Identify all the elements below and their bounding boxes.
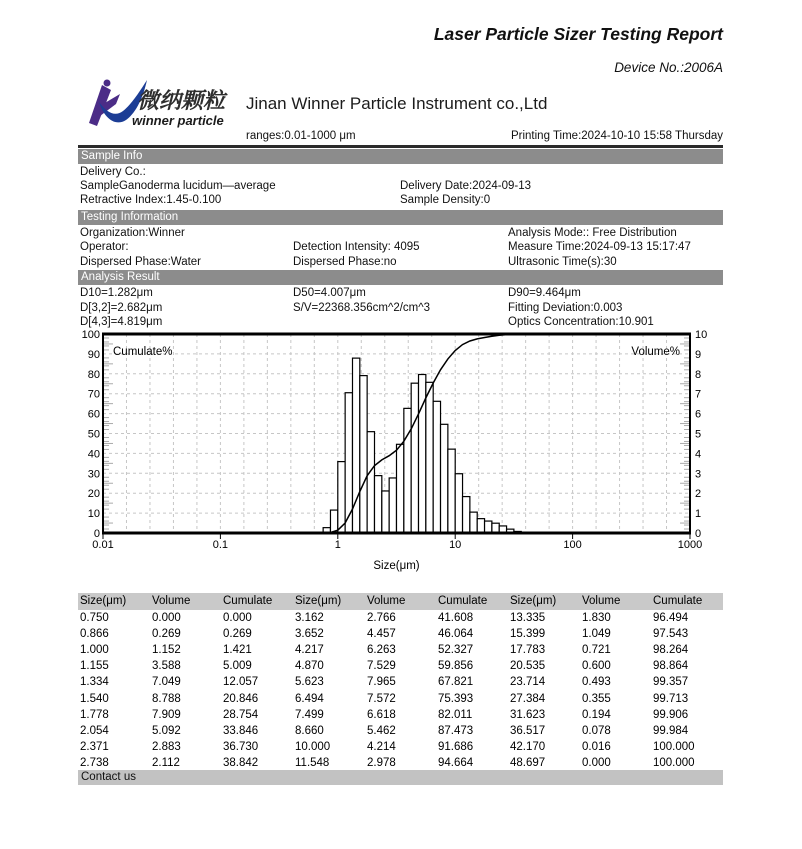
table-cell: 46.064: [438, 627, 474, 640]
table-cell: 4.214: [367, 741, 396, 754]
table-cell: 4.217: [295, 644, 324, 656]
histogram-bar: [485, 521, 492, 533]
table-cell: 2.738: [80, 757, 109, 770]
histogram-bar: [396, 444, 403, 533]
table-cell: 82.011: [438, 708, 473, 721]
table-cell: 4.870: [295, 660, 324, 673]
table-cell: 0.078: [582, 725, 611, 738]
table-cell: 2.054: [80, 725, 109, 738]
table-cell: 7.965: [367, 676, 396, 689]
table-cell: 27.384: [510, 692, 546, 705]
chart-tick-label: 6: [695, 408, 702, 421]
table-cell: 98.264: [653, 644, 689, 656]
table-cell: 0.000: [223, 611, 252, 624]
table-cell: 5.623: [295, 676, 324, 689]
table-cell: 75.393: [438, 692, 474, 705]
field-ultrasonic-time: Ultrasonic Time(s):30: [508, 256, 617, 268]
field-delivery-co: Delivery Co.:: [80, 166, 146, 178]
logo-cn-text: 微纳颗粒: [137, 88, 226, 113]
table-cell: 91.686: [438, 741, 474, 754]
table-cell: 0.750: [80, 611, 109, 624]
page-title: Laser Particle Sizer Testing Report: [433, 24, 723, 44]
chart-tick-label: 3: [695, 468, 702, 481]
section-bar-contact-us: Contact us: [78, 770, 723, 785]
field-d43: D[4,3]=4.819μm: [80, 316, 163, 328]
table-cell: 42.170: [510, 741, 546, 754]
histogram-bar: [426, 382, 433, 533]
chart-tick-label: 10: [449, 539, 462, 551]
histogram-bar: [470, 512, 477, 533]
table-cell: 36.730: [223, 741, 259, 754]
chart-tick-label: 0: [93, 528, 100, 540]
field-dispersed-phase-medium: Dispersed Phase:no: [293, 256, 397, 268]
table-cell: 99.984: [653, 725, 689, 738]
table-header-cell: Size(μm): [510, 595, 557, 607]
table-cell: 23.714: [510, 676, 546, 689]
table-cell: 97.543: [653, 627, 689, 640]
table-cell: 1.155: [80, 660, 109, 673]
histogram-bar: [367, 432, 374, 533]
chart-tick-label: 80: [87, 368, 100, 381]
chart-tick-label: 7: [695, 388, 702, 401]
field-sample-density: Sample Density:0: [400, 194, 491, 206]
table-cell: 3.652: [295, 627, 324, 640]
header-divider: [78, 145, 723, 148]
table-cell: 0.269: [223, 627, 252, 640]
company-name: Jinan Winner Particle Instrument co.,Ltd: [246, 94, 548, 113]
histogram-bar: [433, 401, 440, 533]
printing-time: Printing Time:2024-10-10 15:58 Thursday: [510, 130, 723, 142]
chart-tick-label: 70: [87, 388, 100, 401]
table-cell: 2.883: [152, 741, 181, 754]
table-cell: 1.334: [80, 676, 109, 689]
table-cell: 5.009: [223, 660, 252, 673]
table-cell: 7.529: [367, 660, 396, 673]
table-cell: 0.721: [582, 644, 611, 656]
table-cell: 0.866: [80, 627, 109, 640]
table-cell: 3.588: [152, 660, 181, 673]
chart-tick-label: 30: [87, 468, 100, 481]
table-cell: 2.112: [152, 757, 180, 770]
table-cell: 1.152: [152, 644, 181, 656]
table-cell: 1.421: [223, 644, 252, 656]
field-d10: D10=1.282μm: [80, 287, 153, 299]
table-cell: 7.049: [152, 676, 181, 689]
histogram-bar: [441, 424, 448, 533]
left-axis-label: Cumulate%: [113, 346, 173, 358]
histogram-bar: [338, 462, 345, 533]
table-cell: 94.664: [438, 757, 474, 770]
table-header-cell: Size(μm): [80, 595, 127, 607]
chart-tick-label: 20: [87, 488, 100, 501]
table-cell: 10.000: [295, 741, 331, 754]
table-cell: 48.697: [510, 757, 546, 770]
table-cell: 2.978: [367, 757, 396, 770]
chart-tick-label: 2: [695, 488, 702, 501]
field-delivery-date: Delivery Date:2024-09-13: [400, 180, 532, 192]
table-cell: 1.049: [582, 627, 611, 640]
table-cell: 8.788: [152, 692, 181, 705]
histogram-bar: [404, 408, 411, 533]
field-fitting-deviation: Fitting Deviation:0.003: [508, 302, 623, 314]
table-cell: 6.618: [367, 708, 396, 721]
histogram-bar: [411, 383, 418, 533]
field-organization: Organization:Winner: [80, 227, 185, 239]
section-bar-testing-information: Testing Information: [78, 210, 723, 225]
table-cell: 1.000: [80, 644, 109, 656]
table-cell: 52.327: [438, 644, 474, 656]
table-cell: 0.493: [582, 676, 611, 689]
table-cell: 17.783: [510, 644, 546, 656]
section-bar-analysis-result: Analysis Result: [78, 270, 723, 285]
table-cell: 38.842: [223, 757, 259, 770]
field-detection-intensity: Detection Intensity: 4095: [293, 241, 420, 253]
field-d32: D[3,2]=2.682μm: [80, 302, 163, 314]
particle-size-chart: [75, 322, 725, 577]
table-cell: 1.778: [80, 708, 109, 721]
table-cell: 2.371: [80, 741, 109, 754]
table-cell: 67.821: [438, 676, 474, 689]
field-operator: Operator:: [80, 241, 129, 253]
histogram-bar: [455, 474, 462, 533]
table-cell: 11.548: [295, 757, 330, 770]
chart-tick-label: 10: [87, 508, 100, 521]
chart-tick-label: 1000: [677, 539, 703, 551]
table-cell: 20.846: [223, 692, 259, 705]
chart-tick-label: 60: [87, 408, 100, 421]
table-cell: 41.608: [438, 611, 474, 624]
table-cell: 0.269: [152, 627, 181, 640]
table-header-cell: Size(μm): [295, 595, 342, 607]
table-cell: 1.540: [80, 692, 109, 705]
table-cell: 100.000: [653, 741, 695, 754]
chart-tick-label: 90: [87, 348, 100, 361]
chart-tick-label: 100: [81, 329, 100, 341]
table-cell: 0.194: [582, 708, 611, 721]
table-cell: 1.830: [582, 611, 611, 624]
device-no: Device No.:2006A: [614, 60, 723, 75]
table-header-cell: Cumulate: [438, 595, 488, 607]
field-sample: SampleGanoderma lucidum—average: [80, 180, 276, 192]
table-header-cell: Volume: [152, 595, 191, 607]
table-cell: 6.263: [367, 644, 396, 656]
table-cell: 96.494: [653, 611, 689, 624]
chart-tick-label: 8: [695, 368, 702, 381]
histogram-bar: [330, 510, 337, 533]
table-cell: 20.535: [510, 660, 546, 673]
table-cell: 12.057: [223, 676, 259, 689]
table-header-cell: Cumulate: [653, 595, 703, 607]
histogram-bar: [477, 519, 484, 533]
table-cell: 28.754: [223, 708, 259, 721]
logo-en-text: winner particle: [132, 113, 224, 128]
chart-tick-label: 1: [334, 539, 341, 551]
chart-tick-label: 50: [87, 428, 100, 441]
table-cell: 99.906: [653, 708, 689, 721]
logo: [84, 77, 240, 130]
table-cell: 99.357: [653, 676, 689, 689]
table-cell: 15.399: [510, 627, 546, 640]
chart-tick-label: 4: [695, 448, 702, 461]
chart-tick-label: 10: [695, 329, 708, 341]
table-cell: 7.499: [295, 708, 324, 721]
table-cell: 7.572: [367, 692, 396, 705]
field-d50: D50=4.007μm: [293, 287, 366, 299]
table-cell: 0.016: [582, 741, 611, 754]
histogram-bar: [448, 449, 455, 533]
chart-tick-label: 0.1: [212, 539, 229, 551]
ranges-label: ranges:0.01-1000 μm: [246, 130, 356, 142]
field-dispersed-phase-sample: Dispersed Phase:Water: [80, 256, 202, 268]
chart-tick-label: 5: [695, 428, 702, 441]
table-cell: 5.092: [152, 725, 181, 738]
table-cell: 99.713: [653, 692, 689, 705]
chart-tick-label: 0: [695, 528, 702, 540]
table-cell: 59.856: [438, 660, 474, 673]
table-cell: 98.864: [653, 660, 689, 673]
histogram-bar: [419, 374, 426, 533]
table-header-cell: Cumulate: [223, 595, 273, 607]
chart-tick-label: 100: [563, 539, 582, 551]
field-sv: S/V=22368.356cm^2/cm^3: [293, 302, 431, 314]
table-header-cell: Volume: [582, 595, 621, 607]
table-cell: 7.909: [152, 708, 181, 721]
table-cell: 31.623: [510, 708, 546, 721]
table-cell: 0.000: [582, 757, 611, 770]
chart-tick-label: 0.01: [92, 539, 114, 551]
table-cell: 100.000: [653, 757, 695, 770]
chart-tick-label: 1: [695, 508, 702, 521]
table-cell: 13.335: [510, 611, 546, 624]
table-cell: 0.600: [582, 660, 611, 673]
table-cell: 6.494: [295, 692, 324, 705]
histogram-bar: [360, 376, 367, 533]
histogram-bar: [463, 497, 470, 533]
table-cell: 3.162: [295, 611, 324, 624]
table-cell: 0.000: [152, 611, 181, 624]
table-header-cell: Volume: [367, 595, 406, 607]
table-cell: 36.517: [510, 725, 546, 738]
table-cell: 33.846: [223, 725, 259, 738]
table-cell: 8.660: [295, 725, 324, 738]
field-measure-time: Measure Time:2024-09-13 15:17:47: [508, 241, 691, 253]
histogram-bar: [374, 476, 381, 533]
field-optics-concentration: Optics Concentration:10.901: [508, 316, 654, 328]
table-cell: 2.766: [367, 611, 396, 624]
table-cell: 5.462: [367, 725, 396, 738]
histogram-bar: [389, 478, 396, 533]
table-header: [78, 593, 723, 610]
table-cell: 4.457: [367, 627, 396, 640]
table-body: [78, 610, 723, 772]
table-cell: 87.473: [438, 725, 474, 738]
right-axis-label: Volume%: [631, 346, 680, 358]
chart-tick-label: 9: [695, 348, 702, 361]
field-analysis-mode: Analysis Mode:: Free Distribution: [508, 227, 677, 239]
field-retractive-index: Retractive Index:1.45-0.100: [80, 194, 222, 206]
section-bar-sample-info: Sample Info: [78, 149, 723, 164]
chart-tick-label: 40: [87, 448, 100, 461]
x-axis-label: Size(μm): [373, 560, 420, 572]
field-d90: D90=9.464μm: [508, 287, 581, 299]
table-cell: 0.355: [582, 692, 611, 705]
histogram-bar: [382, 491, 389, 533]
